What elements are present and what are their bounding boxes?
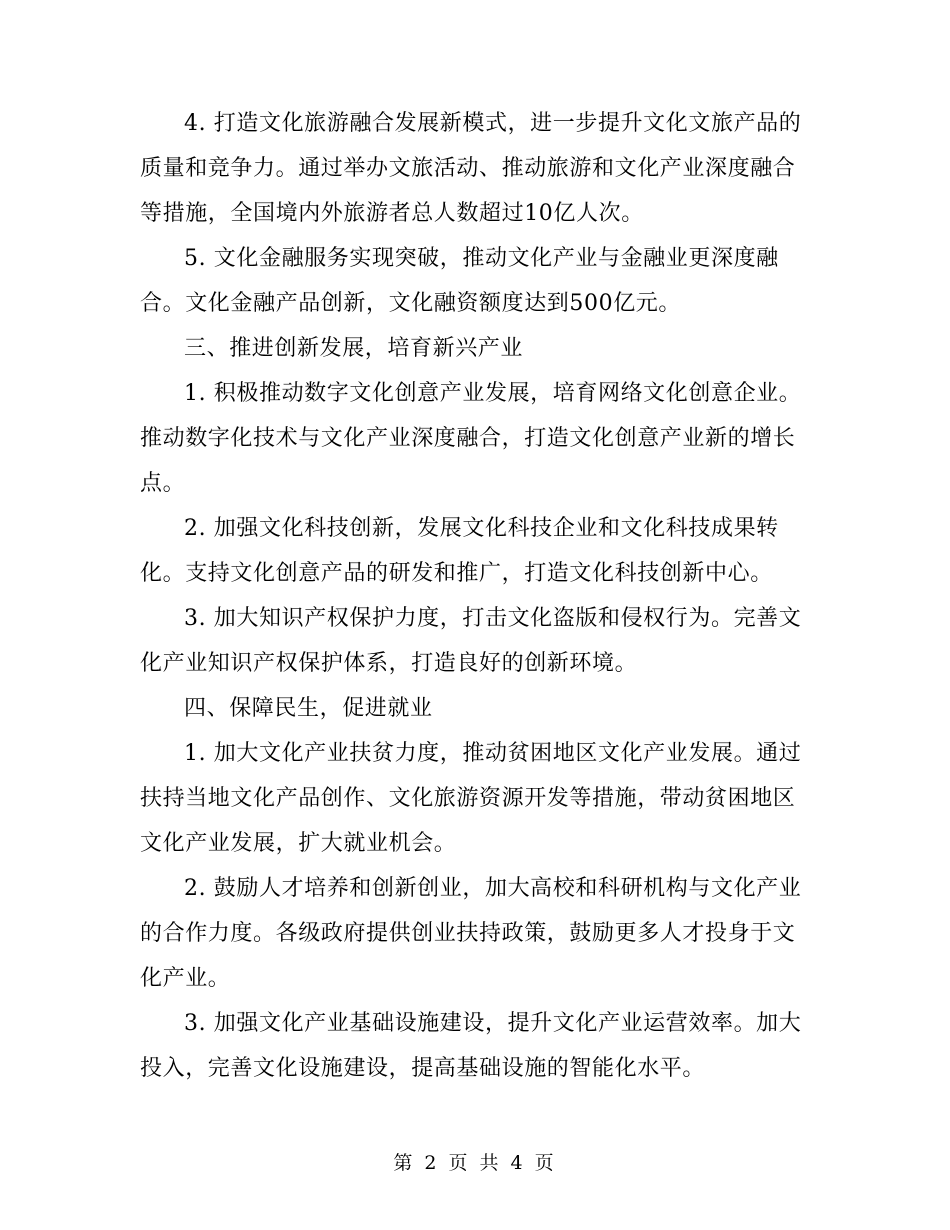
paragraph-item-5: 5. 文化金融服务实现突破，推动文化产业与金融业更深度融合。文化金融产品创新，文化融资额度达到500亿元。 xyxy=(140,246,779,316)
section-heading-3: 三、推进创新发展，培育新兴产业 xyxy=(184,336,524,361)
paragraph-item-4: 4. 打造文化旅游融合发展新模式，进一步提升文化文旅产品的质量和竞争力。通过举办文旅活动、推动旅游和文化产业深度融合等措施，全国境内外旅游者总人数超过10亿人次。 xyxy=(140,111,802,226)
paragraph-item-3: 3. 加大知识产权保护力度，打击文化盗版和侵权行为。完善文化产业知识产权保护体系，打造良好的创新环境。 xyxy=(140,606,802,676)
paragraph-item-2: 2. 鼓励人才培养和创新创业，加大高校和科研机构与文化产业的合作力度。各级政府提供创业扶持政策，鼓励更多人才投身于文化产业。 xyxy=(140,876,802,991)
paragraph-item-1: 1. 加大文化产业扶贫力度，推动贫困地区文化产业发展。通过扶持当地文化产品创作、文化旅游资源开发等措施，带动贫困地区文化产业发展，扩大就业机会。 xyxy=(140,741,802,856)
document-body xyxy=(140,101,812,1091)
section-heading-4: 四、保障民生，促进就业 xyxy=(184,696,433,721)
paragraph-item-1: 1. 积极推动数字文化创意产业发展，培育网络文化创意企业。推动数字化技术与文化产业深度融合，打造文化创意产业新的增长点。 xyxy=(140,381,802,496)
paragraph-item-2: 2. 加强文化科技创新，发展文化科技企业和文化科技成果转化。支持文化创意产品的研发和推广，打造文化科技创新中心。 xyxy=(140,516,779,586)
paragraph-item-3: 3. 加强文化产业基础设施建设，提升文化产业运营效率。加大投入，完善文化设施建设，提高基础设施的智能化水平。 xyxy=(140,1011,802,1081)
page-number-footer: 第 2 页 共 4 页 xyxy=(393,1152,557,1174)
